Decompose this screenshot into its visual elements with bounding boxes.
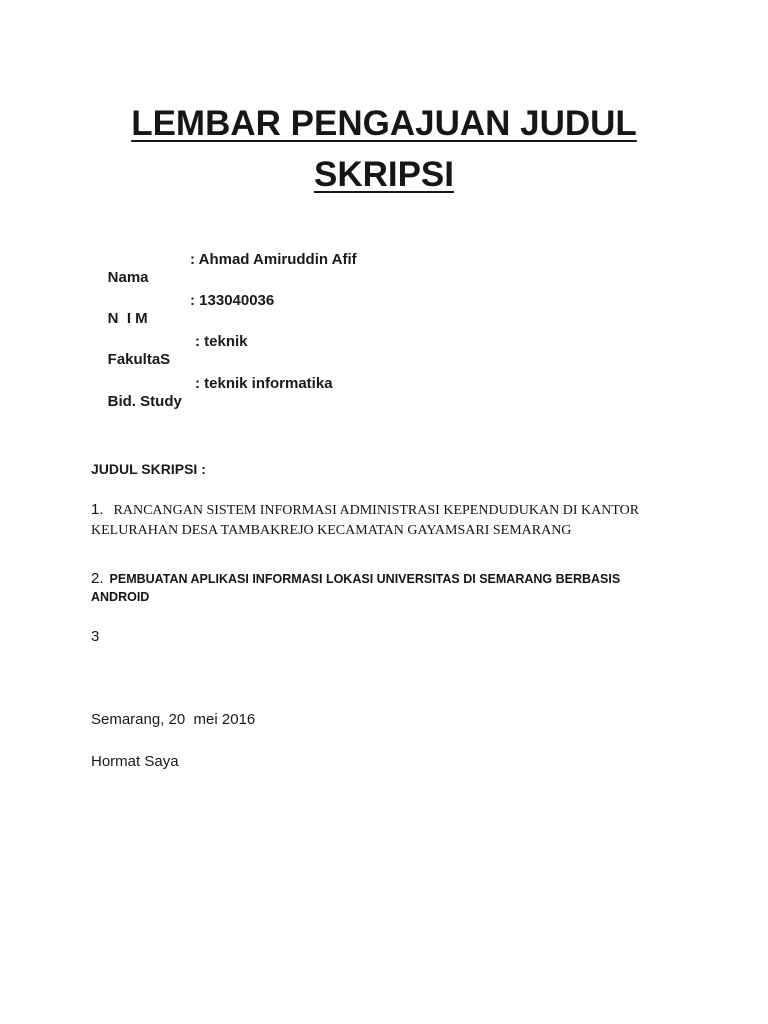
field-value: : teknik <box>195 333 248 350</box>
item-text: PEMBUATAN APLIKASI INFORMASI LOKASI UNIVERSITAS DI SEMARANG BERBASIS ANDROID <box>91 572 621 604</box>
field-label: Bid. Study <box>107 393 182 410</box>
title-line1-text: LEMBAR PENGAJUAN JUDUL <box>131 104 637 143</box>
field-label: FakultaS <box>107 351 171 368</box>
document-title-line1 <box>0 104 768 144</box>
document-title-line2 <box>0 155 768 195</box>
thesis-item-1 <box>91 500 651 540</box>
field-bid-study <box>91 375 333 447</box>
field-value: : teknik informatika <box>195 375 333 392</box>
field-value: : Ahmad Amiruddin Afif <box>190 251 357 268</box>
item-number: 1. <box>91 501 104 518</box>
field-label: N I M <box>107 310 148 327</box>
thesis-item-2 <box>91 570 651 606</box>
field-label: Nama <box>107 269 149 286</box>
field-value: : 133040036 <box>190 292 275 309</box>
place-date: Semarang, 20 mei 2016 <box>91 711 256 728</box>
closing-salutation: Hormat Saya <box>91 753 179 770</box>
item-number: 3 <box>91 628 100 645</box>
title-line2-text: SKRIPSI <box>313 155 455 194</box>
thesis-heading: JUDUL SKRIPSI : <box>91 461 206 477</box>
item-text: RANCANGAN SISTEM INFORMASI ADMINISTRASI KEPENDUDUKAN DI KANTOR KELURAHAN DESA TAMBAKREJO KECAMATAN GAYAMSARI SEMARANG <box>91 503 640 538</box>
item-number: 2. <box>91 570 104 587</box>
thesis-item-3 <box>91 628 99 646</box>
